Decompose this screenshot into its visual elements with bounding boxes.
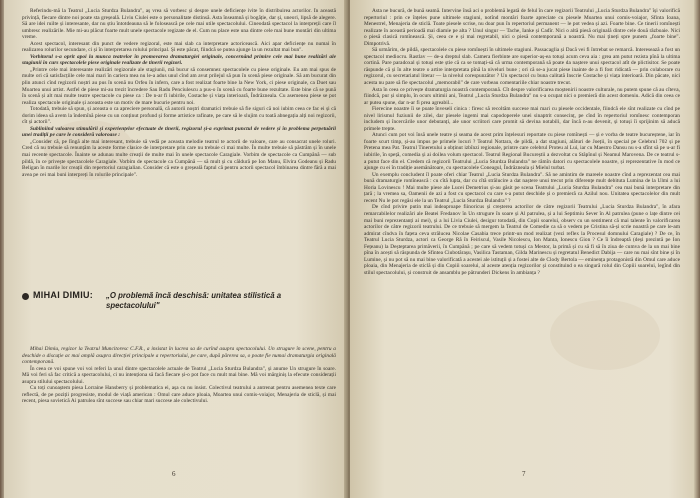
paragraph: „Printre cele mai interesante realizări regizorale ale stagiunii, mă bucur să consemnez spectacolele cu piese originale. Eu am mai spus de multe ori că satisfacțiile cele mai mari în cariera mea nu le-a adus unul cînd am avut prilejul să pun în scenă piese originale. Să am bucurat din plin atunci cînd regizorii noștri au pus în scenă nu Orfeu în infern, care a fost realizat foarte bine la New York, ci piese originale, ca Duet sau Moartea unui artist. Astfel de piese mi-au trezit încredere Sau Radu Penciulescu a pus-o în scenă cu foarte bune rezultate. Este bine că se pună în scenă și alt mai multe teatre spectacole cu piese ca : De n-ar fi iubirile, Costache și viața interioară, Îndrăzneala. Cu asemenea piese se pot realiza spectacole originale și aceasta este un motiv de mare bucurie pentru noi. <box>22 66 336 106</box>
paragraph: Asta în ceea ce privește dramaturgia noastră contemporană. Cît despre valorificarea moștenirii noastre culturale, nu putem spune că au cîteva, fiindcă, pur și simplu, în ocurs ultimii ani, Teatrul „Lucia Sturdza Bulandra" nu s-a ocupat nici o premieră din acest domeniu. Adică din ceea ce ar putea spune, dar n-ar fi prea agreabil... <box>364 86 680 106</box>
right-text <box>364 8 680 466</box>
left-top-text <box>22 8 336 286</box>
paragraph: Atunci cum pot voi însă unele teatre și seama de acest prim înțelesuri reportate cu piese romînești — și e vorba de teatre bucureștene, iar în foarte scurt timp, și-au impus pe primele locuri ? Teatrul Nottara, de pildă, a dat stagiuni, alături de Joeții, în special pe Celebrul 702 și pe Pretena mea Pat. Teatrul Tineretului a obținut izbînzi regionale, printre care celebrul Proteu al Lui, iar cu Maestro Dansu nu s-a sfînt să pe u-ar fi iubirile, în speță, comedia și ai doilea volum spectacol. Teatrul Regional Bucureștii a dezvoltat cu Stăpînul și Neamul Marovena. De ce teatrul s-a putut face din el. Credem că regizorii Teatrului „Lucia Sturdza Bulandra" ne rămîn datori cu spectacolele noastre, și reprezentative în mod ce ajunge cu ei în tradiție asemănătoare, cu spectacolele Coneagul, Îndrăzneala și Mielul turbat. <box>364 132 680 172</box>
paragraph: În ceea ce voi spune voi voi referi la unul dintre spectacolele actuale de Teatrul „Lucia Sturdza Bulandra", și anume Un strugure în soare. Mă voi feri să fac critică a spectacolului, ci nu intenționa să facă fiecare și-o pot face cu mult mai bine. Mă voi mărginiș la efecute considerații asupra stilului spectacolului. <box>22 365 336 385</box>
paragraph: Un exemplu concludent îl poate oferi chiar Teatrul „Lucia Sturdza Bulandra". Să ne amintim de mareele noastre cînd a reprezentat cea mai bună dramaturgie romînească : cu cîtă lupta, dar cu cîtă strălucire a dat naștere unui trecut prin diferențe mult debituta Lumina de la Ulmi a lui Horia Lovinescu ! Mai multe piese ale Lucei Demetrius și-au găsit pe scena Teatrului „Lucia Sturdza Bulandra" cea mai bună interpretare din țară ; la vremea sa, Oamenii de azi a fost cu spectacol cu care s-a putut deschide și o premieră ca Azilul nou. Unitatea spectacolelor din mult recent Nu le pot regăsi ele la un Teatrul „Lucia Sturdza Bulandra" ? <box>364 171 680 204</box>
paragraph: Fierecine noastre îi se poate înveseli cinica : firesc să recoltăm succese mai mari cu piesele occidentale, fiindcă ele sînt realizate cu cînd pe nivel lirismul fuziunii de zilei, dar piesele ingemi mai capodoperele unei sinaptrit consecinț, pe cînd în repertoriul romînesc contemporan includem și încercările unor debutanți, ale unor scriitori care promit să devina notabili, dar încă n-au devenit, și totuși îi sprijinim să aducă primele trepte. <box>364 106 680 132</box>
paragraph: Mihai Dimiu, regizor la Teatrul Muncitoresc C.F.R., a insistat în lucrea sa de curînd asupra spectacolului. Un strugure în scene, pentru a deschide o discuție ac mai amplă asupra direcției principale a repertoriului, pe care, după părerea sa, o poate fie numai dramaturgia originală contemporană. <box>22 346 336 366</box>
section-author: MIHAI DIMIU: <box>33 290 94 300</box>
section-quote-title: „O problemă încă deschisă: unitatea stilistică a spectacolului" <box>106 291 282 310</box>
book-edge <box>694 0 700 498</box>
paragraph: Referindu-mă la Teatrul „Lucia Sturdza Bulandra", aș vrea să vorbesc și despre unele deficiențe ivite în distribuirea actorilor. În această privință, fiecare dintre noi poate sta greșeală. Liviu Ciulei este o personalitate distinsă. Asta înseamnă și bogăție, dar și, uneori, lipsă de alegere. Să are idei ruilte și interesante, dar nu știu întotdeauna să le folosească pe cele mai utile spectacolului. Cineodată spectacol la interpreții care îl umbresc realizările. Mie mi-au plăcut foarte mult unele spectacole regizate de el. Cum nu place este una dintre cele mai bune montări din ultima vreme. <box>22 8 336 41</box>
left-page <box>4 0 348 498</box>
left-bottom-text <box>22 346 336 450</box>
paragraph: Asta ne bucură, de bună seamă. Intervine însă aci o problemă legată de felul în care regizorii Teatrului „Lucia Sturdza Bulandra" își valorifică repertoriul : prin ce înțeles pune ultimele stagiuni, notînd montări foarte apreciate cu piesele Moartea unui comis-voiajor, Sfinta Ioana, Menestrel, Menajeria de sticlă. Toate piesele scrise, nu doar pun în repertoriul permanent — le pot vedea și azi. Foarte bine. Ce tinerii romînești realizate în această perioadă mai diamie pe alta ? Unul singur — Tache, Ianke și Cadîr. Nici o altă piesă originală dintre cele două războaie. Nici o piesă clasică romînească. Și, ceea ce e și mai regretabil, nici o piesă contemporană a noastră. Nu mai țineți spre punem „foarte bine". Dimpotrivă. <box>364 8 680 47</box>
paragraph: Subliniind valoarea stimulării și experiențelor efectuate de tinerii, regizorul și-a exprimat punctul de vedere și în problema perpetuării unei tradiții pe care le consideră valoroase : <box>22 125 336 139</box>
page-number: 6 <box>172 470 176 478</box>
right-page <box>350 0 696 498</box>
paragraph: De cînd privire putin mai indeaproape fiinoricus și creșterea actorilor de către regizorii Teatrului „Lucia Sturdza Bulandra", în afara remarcabilelor realizări ale Beatei Fredanov în Un strugure în soare și Al patrulea, și a lui Septimiu Sever în Al patrulea (pune o lațe dintre cei mai buni reprezentanți ai mei), și a lui Livia Ciulei, desigur totodată, din Copii soarelui, observ cu un sentiment că mai talente în valorificarea actorilor de către regizorii teatrului. De ce trebuie să mergem la Teatrul de Comedie ca să o vedem pe Cristina să-și scrie noastră pe care le-am admirat cîndva în fațeta ceva strălucea Nicolae Casabia trece printr-un mod realizat (vezi reflex la Procesul domnului Caragiale) ? De ce, în Teatrul Lucia Sturdza, actori ca George Ră în Feiriscul, Vasile Nicolescu, Ion Manta, Ionescu Gion ? Ce îi îndreaptă (deși prezintă pe Ion Fețeanu) la Deșteptarea primăverii, în Cumpănă ; pe care să vedem totuși ca Mestor, la primă și cu să fi să în ziua de cumva de la un mai bine pîna în acești să răspunda de Sfintea Ciubotărașu, Vasilica Tastaman, Gilda Marinescu și regretatul Benedict Dabija — care nu mai sînt bine și în Lumine, și nu pot să nu mai bine valorificată a acestei ale istituții și a fostei alte de Clody Bertola — eminența protagonistă din Omul care aduce ploaia, din Menajeria de sticlă și din Copiii soarelui, al aceste atenția regizorilor și constituind o ea singură rolul din Copiii soarelui, legînd din stilul spectacolului, și construit de ansamblu pe pătrunderi Dickens în ambianța ? <box>364 204 680 276</box>
paragraph: Să urmărim, de pildă, spectacolele cu piese romînești în ultimele stagiuni. Passacaglia și Dacă vei fi întrebat se remarcă. Interesează a fost un spectacol mediocru. Rastlav — de-a dreptul slab. Camera fierbinte are superior-aș-ea totuși acum ceva aia : grea am putut rezista pînă la ultima cortină. Pare paradoxal și totuși este știe că ca se tomați-să că urma contemporană să poate da naștere unui spectacol atît de plictisitor. Se poate răspunde că și în alte teatre o artire interpretata pînă la niveluri bune ; ori că se-a jucat piese inainte de a fi fost ridicată — prin colaborare cu regizorul, cu secretariatul literar — la nivelul corespunzător ? Un spectacol cu buna calitată Inscrie Costache și viața interioară. Din păcate, nici acesta nu pare să fie spectacolul „memorabil" de care vorbeau comentariile chiar noastre trecut. <box>364 47 680 87</box>
page-number: 7 <box>522 470 526 478</box>
filled-circle-bullet-icon <box>22 293 29 300</box>
paragraph: Acest spectacol, interesant din punct de vedere regizoral, este mai slab ca interpretare actoricească. Aici apar deficiențe nu numai în realizarea rolurilor secundare, ci și în interpretarea rolului principal. Și este păcat, fiindcă se putea ajunge la un rezultat mai bun". <box>22 40 336 54</box>
paragraph: Totodată, trebuie să spun, și aceasta o ca apreciere personală, că autorii noștri dramatici trebuie să fie siguri că noi iubim ceea ce fac ei și că dorim ideea să avem la îndemînă piese cu un conținut profund și forme artistice rafinate, pe care să le slujim cu toată abnegația alți noi regizorii, cît și actorii". <box>22 106 336 126</box>
paragraph: Vorbitorul s-a oprit apoi la munca teatrelor în promovarea dramaturgiei originale, concernând primire cele mai bune realizări ale stagiunii în curs spectacolele piese originale realizate de tinerii regizori. <box>22 53 336 67</box>
paragraph: „Consider că, pe lîngă alte mai interesant, trebuie să vedă pe aceasta melodie teatrul te actorii de valoare, care au consacrat unele roluri. Cred că nu trebuie să renunțăm la aceste forme clasice de interpretare prin care nu trebuie ci mai multe. În multe trebuie să păstrăm și în unele mai recente spectacole. Înainte se adunau multe creații de multe mai în unele spectacole Caragiale. Vorbim de spectacole ca Cumpănă — sub pildă, în ce privește spectacolele Caragiale. Vorbim de spectacole ca Cumpănă — să mult și cu căldură pe Ion Manu, Elvira Godeanu și Radu Beligan în marile lor creații din repertoriul caragialian. Consider că este o greșeală faptul că pentru actorii spectacol îmbinarea dintre fără a mai avea pe cei mai buni interpreți în rolurile principale". <box>22 138 336 178</box>
section-heading <box>22 290 342 344</box>
paragraph: Cu toți cunoaștem piesa Lorraine Hansberry și problematica ei, așa cu nu insist. Colectivul teatrului a antrenat pentru asemenea texte care reflectă, de pe poziții progresiste, modul de viață american : Omul care aduce ploaia, Moartea unui comis-voiajor, Menajeria de sticlă, și mai recent, piesa sovietică Ai patrulea sînt succese sau chiar mari succese ale colectivului. <box>22 385 336 405</box>
